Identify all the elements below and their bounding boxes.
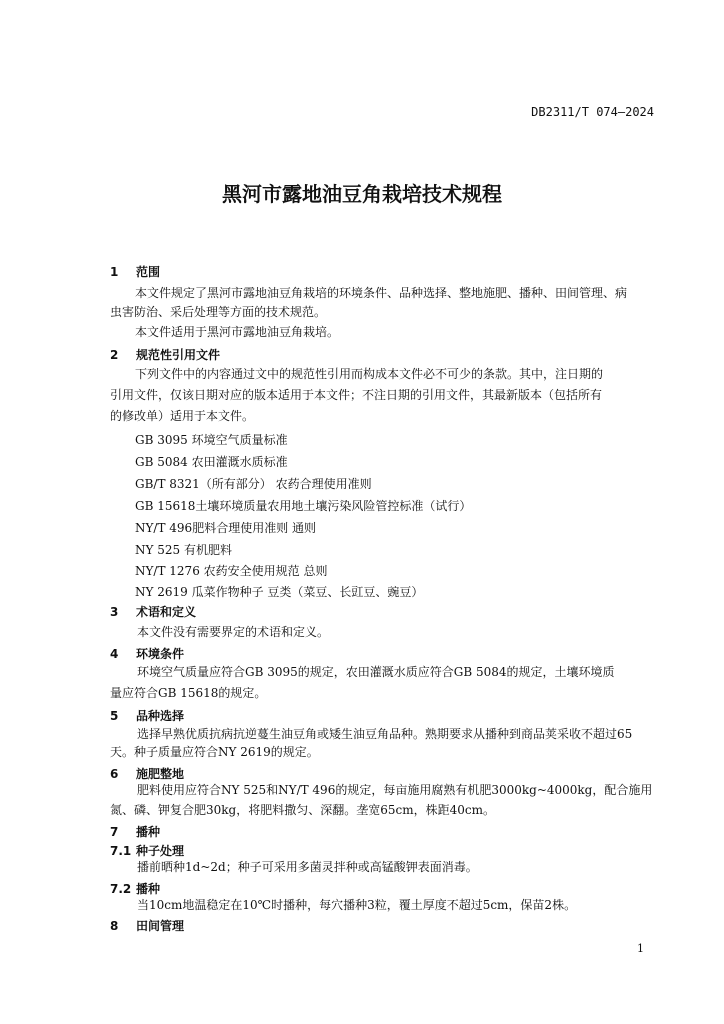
- section-title: 环境条件: [136, 647, 185, 661]
- section-5-paragraph-line-2: 天。种子质量应符合NY 2619的规定。: [110, 745, 319, 759]
- section-2-heading: [110, 346, 220, 363]
- section-4-paragraph-line-1: 环境空气质量应符合GB 3095的规定，农田灌溉水质应符合GB 5084的规定，土壤环境质: [137, 665, 615, 679]
- section-1-paragraph-1-line-1: 本文件规定了黑河市露地油豆角栽培的环境条件、品种选择、整地施肥、播种、田间管理、病: [135, 286, 628, 300]
- section-number: 7: [110, 825, 119, 839]
- section-1-paragraph-2: 本文件适用于黑河市露地油豆角栽培。: [135, 325, 340, 339]
- section-number: 1: [110, 265, 119, 279]
- section-7-2-heading: [110, 880, 160, 897]
- section-2-paragraph-line-3: 的修改单）适用于本文件。: [110, 409, 255, 423]
- section-number: 7.2: [110, 882, 132, 896]
- section-5-paragraph-line-1: 选择早熟优质抗病抗逆蔓生油豆角或矮生油豆角品种。熟期要求从播种到商品荚采收不超过65: [137, 727, 633, 741]
- section-7-heading: [110, 823, 160, 840]
- reference-item: NY/T 496肥料合理使用准则 通则: [135, 521, 317, 535]
- section-3-heading: [110, 603, 196, 620]
- reference-item: NY/T 1276 农药安全使用规范 总则: [135, 564, 328, 578]
- section-title: 品种选择: [136, 709, 185, 723]
- section-number: 4: [110, 647, 119, 661]
- page-number: 1: [637, 942, 644, 955]
- document-title: 黑河市露地油豆角栽培技术规程: [222, 182, 502, 206]
- reference-item: GB 3095 环境空气质量标准: [135, 433, 288, 447]
- section-7-1-heading: [110, 842, 184, 859]
- reference-item: GB/T 8321（所有部分） 农药合理使用准则: [135, 477, 372, 491]
- section-number: 6: [110, 767, 119, 781]
- section-6-heading: [110, 765, 184, 782]
- section-3-paragraph: 本文件没有需要界定的术语和定义。: [137, 625, 330, 639]
- section-title: 种子处理: [136, 844, 185, 858]
- section-number: 7.1: [110, 844, 132, 858]
- section-title: 田间管理: [136, 919, 185, 933]
- section-1-paragraph-1-line-2: 虫害防治、采后处理等方面的技术规范。: [110, 305, 327, 319]
- section-2-paragraph-line-2: 引用文件，仅该日期对应的版本适用于本文件；不注日期的引用文件，其最新版本（包括所有: [110, 388, 603, 402]
- section-1-heading: [110, 263, 160, 280]
- section-6-paragraph-line-1: 肥料使用应符合NY 525和NY/T 496的规定，每亩施用腐熟有机肥3000kg~4000kg，配合施用: [137, 783, 653, 797]
- section-title: 播种: [136, 882, 161, 896]
- section-6-paragraph-line-2: 氮、磷、钾复合肥30kg，将肥料撒匀、深翻。垄宽65cm，株距40cm。: [110, 803, 495, 817]
- section-4-heading: [110, 645, 184, 662]
- section-number: 5: [110, 709, 119, 723]
- section-number: 2: [110, 348, 119, 362]
- document-number: DB2311/T 074—2024: [531, 105, 654, 119]
- section-7-2-paragraph: 当10cm地温稳定在10℃时播种，每穴播种3粒，覆土厚度不超过5cm，保苗2株。: [137, 898, 577, 912]
- section-4-paragraph-line-2: 量应符合GB 15618的规定。: [110, 686, 267, 700]
- section-title: 范围: [136, 265, 161, 279]
- reference-item: NY 525 有机肥料: [135, 543, 232, 557]
- reference-item: GB 15618土壤环境质量农用地土壤污染风险管控标准（试行）: [135, 499, 472, 513]
- reference-item: GB 5084 农田灌溉水质标准: [135, 455, 288, 469]
- section-number: 3: [110, 605, 119, 619]
- reference-item: NY 2619 瓜菜作物种子 豆类（菜豆、长豇豆、豌豆）: [135, 585, 424, 599]
- section-title: 播种: [136, 825, 161, 839]
- section-2-paragraph-line-1: 下列文件中的内容通过文中的规范性引用而构成本文件必不可少的条款。其中，注日期的: [135, 367, 604, 381]
- section-5-heading: [110, 707, 184, 724]
- section-title: 施肥整地: [136, 767, 185, 781]
- section-8-heading: [110, 917, 184, 934]
- section-title: 规范性引用文件: [136, 348, 221, 362]
- section-title: 术语和定义: [136, 605, 197, 619]
- section-number: 8: [110, 919, 119, 933]
- section-7-1-paragraph: 播前晒种1d~2d；种子可采用多菌灵拌种或高锰酸钾表面消毒。: [137, 860, 478, 874]
